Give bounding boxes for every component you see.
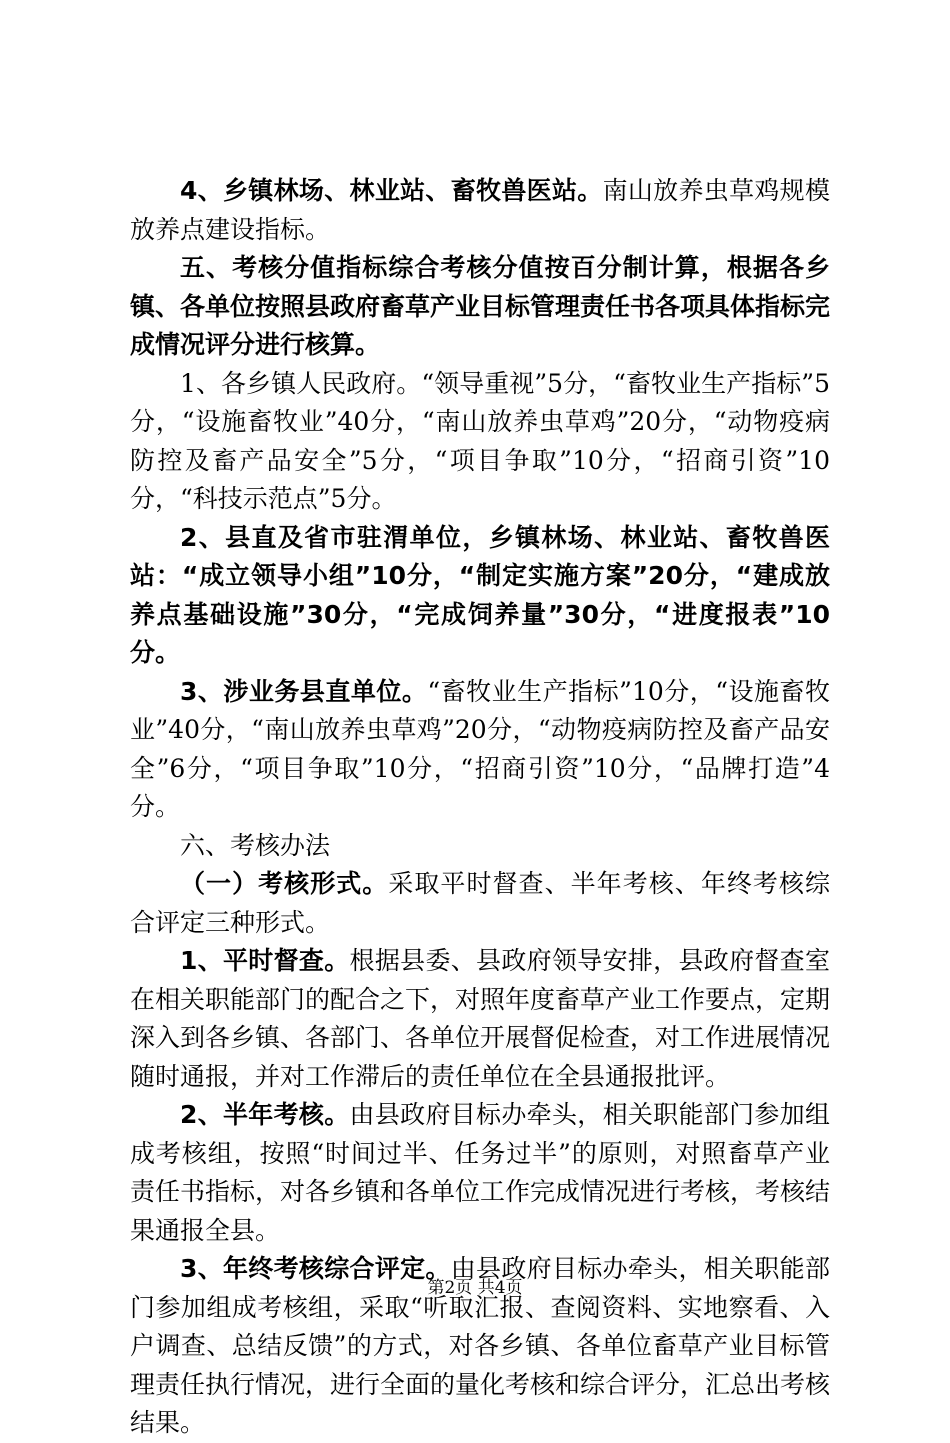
paragraph-text: “畜牧业生产指标”10分，“设施畜牧业”40分，“南山放养虫草鸡”20分，“动物疫病防控及畜产品安全”6分，“项目争取”10分，“招商引资”10分，“品牌打造”4分。 [130,676,830,821]
paragraph-heading: 1、平时督查。 [180,946,350,975]
paragraph-heading: 3、年终考核综合评定。 [180,1254,451,1283]
paragraph-heading: 3、涉业务县直单位。 [180,676,428,706]
paragraph-text: 采取平时督查、半年考核、年终考核综合评定三种形式。 [130,869,830,937]
paragraph-8 [130,942,830,1096]
paragraph-heading: 4、乡镇林场、林业站、畜牧兽医站。 [180,176,603,205]
paragraph-heading: （一）考核形式。 [180,869,389,898]
paragraph-text: 由县政府目标办牵头，相关职能部门参加组成考核组，采取“听取汇报、查阅资料、实地察看、入户调查、总结反馈”的方式，对各乡镇、各单位畜草产业目标管理责任执行情况，进行全面的量化考核和综合评分，汇总出考核结果。 [130,1254,831,1437]
paragraph-heading: 五、考核分值指标综合考核分值按百分制计算，根据各乡镇、各单位按照县政府畜草产业目标管理责任书各项具体指标完成情况评分进行核算。 [130,253,831,359]
paragraph-1 [130,172,830,249]
page-footer: 第2页 共4页 [427,1278,523,1298]
paragraph-6 [130,827,830,866]
paragraph-9 [130,1096,830,1250]
paragraph-text: 南山放养虫草鸡规模放养点建设指标。 [130,176,830,244]
paragraph-heading: 2、县直及省市驻渭单位，乡镇林场、林业站、畜牧兽医站：“成立领导小组”10分，“制定实施方案”20分，“建成放养点基础设施”30分，“完成饲养量”30分，“进度报表”10分。 [130,522,830,667]
paragraph-3 [130,365,830,519]
paragraph-heading: 2、半年考核。 [180,1100,350,1129]
paragraph-text: 六、考核办法 [180,830,331,860]
paragraph-2 [130,249,830,365]
document-body [130,172,830,1443]
paragraph-7 [130,865,830,942]
paragraph-4 [130,519,830,673]
paragraph-text: 由县政府目标办牵头，相关职能部门参加组成考核组，按照“时间过半、任务过半”的原则，对照畜草产业责任书指标，对各乡镇和各单位工作完成情况进行考核，考核结果通报全县。 [130,1100,831,1245]
paragraph-5 [130,673,830,827]
paragraph-text: 1、各乡镇人民政府。“领导重视”5分，“畜牧业生产指标”5分，“设施畜牧业”40分，“南山放养虫草鸡”20分，“动物疫病防控及畜产品安全”5分，“项目争取”10分，“招商引资”10分，“科技示范点”5分。 [130,368,830,513]
paragraph-text: 根据县委、县政府领导安排，县政府督查室在相关职能部门的配合之下，对照年度畜草产业工作要点，定期深入到各乡镇、各部门、各单位开展督促检查，对工作进展情况随时通报，并对工作滞后的责任单位在全县通报批评。 [130,946,831,1091]
